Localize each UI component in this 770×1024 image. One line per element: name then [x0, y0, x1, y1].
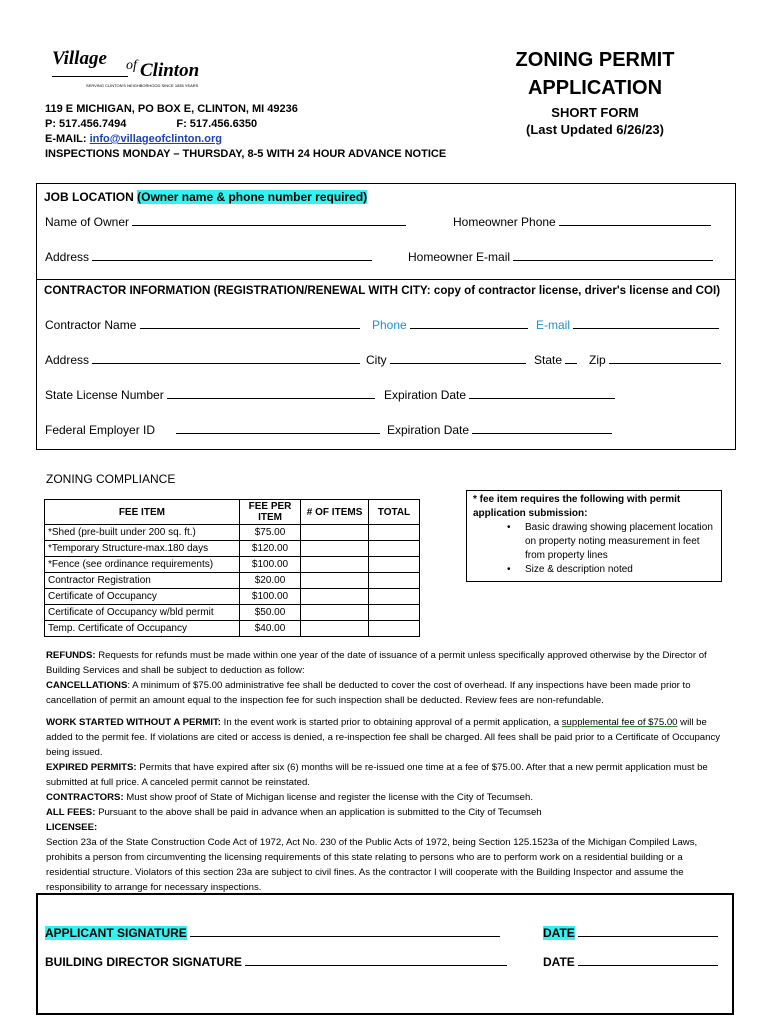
expired-permits-text: Permits that have expired after six (6) months will be re-issued one time at a fee of $75.00. After that a new permit application must be submitted at full price. A canceled permit cannot be reinstated. [46, 762, 708, 788]
fee-item-name: Temp. Certificate of Occupancy [45, 621, 240, 637]
applicant-signature-field[interactable] [45, 925, 500, 940]
applicant-signature-label: APPLICANT SIGNATURE [45, 926, 187, 940]
director-signature-field[interactable] [45, 954, 507, 969]
logo-word-village: Village [52, 48, 107, 69]
contractor-email-label: E-mail [536, 318, 571, 332]
expired-permits-label: EXPIRED PERMITS: [46, 762, 137, 773]
col-fee-item: FEE ITEM [45, 500, 240, 525]
note-title: * fee item requires the following with permit application submission: [473, 494, 681, 519]
contractor-email-input[interactable] [573, 317, 719, 329]
all-fees-label: ALL FEES: [46, 807, 96, 818]
refunds-paragraph [46, 648, 726, 708]
note-bullet-2: • Size & description noted [473, 563, 715, 577]
contractor-zip-input[interactable] [609, 352, 721, 364]
office-phone: P: 517.456.7494 [45, 118, 127, 130]
num-items-cell[interactable] [301, 589, 369, 605]
homeowner-email-label: Homeowner E-mail [408, 250, 511, 264]
license-expiration-input[interactable] [469, 387, 615, 399]
email-label: E-MAIL: [45, 133, 90, 145]
table-row [45, 573, 420, 589]
total-cell[interactable] [368, 573, 419, 589]
contractor-zip-label: Zip [589, 353, 606, 367]
federal-employer-id-input[interactable] [176, 422, 380, 434]
contractor-city-label: City [366, 353, 387, 367]
total-cell[interactable] [368, 541, 419, 557]
table-row [45, 525, 420, 541]
table-row [45, 557, 420, 573]
homeowner-phone-label: Homeowner Phone [453, 215, 556, 229]
fee-amount: $100.00 [239, 589, 300, 605]
contractor-zip-field[interactable] [589, 352, 721, 367]
federal-employer-id-field[interactable] [45, 422, 380, 437]
fee-item-name: Certificate of Occupancy [45, 589, 240, 605]
col-fee-per-item: FEE PER ITEM [239, 500, 300, 525]
fee-item-name: *Fence (see ordinance requirements) [45, 557, 240, 573]
form-title-line2: APPLICATION [527, 77, 663, 99]
legal-paragraphs [46, 715, 726, 895]
total-cell[interactable] [368, 557, 419, 573]
contractor-state-label: State [534, 353, 563, 367]
short-form-label: SHORT FORM [551, 105, 639, 120]
applicant-signature-input[interactable] [190, 925, 500, 937]
state-license-input[interactable] [167, 387, 375, 399]
office-email-link[interactable]: info@villageofclinton.org [89, 133, 222, 145]
director-date-field[interactable] [543, 954, 718, 969]
table-row [45, 541, 420, 557]
contractor-name-input[interactable] [140, 317, 360, 329]
table-row [45, 605, 420, 621]
director-signature-input[interactable] [245, 954, 507, 966]
num-items-cell[interactable] [301, 557, 369, 573]
num-items-cell[interactable] [301, 573, 369, 589]
fein-expiration-field[interactable] [387, 422, 612, 437]
fee-requirements-note [466, 490, 722, 582]
contractor-city-input[interactable] [390, 352, 526, 364]
fein-expiration-label: Expiration Date [387, 423, 470, 437]
col-total: TOTAL [368, 500, 419, 525]
fee-amount: $75.00 [239, 525, 300, 541]
contractor-phone-field[interactable] [372, 317, 528, 332]
note-bullet-text: Basic drawing showing placement location on property noting measurement in feet from property lines [525, 522, 713, 561]
total-cell[interactable] [368, 589, 419, 605]
fee-item-name: *Temporary Structure-max.180 days [45, 541, 240, 557]
contractor-address-label: Address [45, 353, 90, 367]
table-row [45, 621, 420, 637]
total-cell[interactable] [368, 621, 419, 637]
total-cell[interactable] [368, 525, 419, 541]
job-heading-text: JOB LOCATION [44, 190, 138, 204]
contractor-phone-label: Phone [372, 318, 407, 332]
contractor-state-input[interactable] [565, 352, 577, 364]
contractor-name-field[interactable] [45, 317, 360, 332]
contractor-phone-input[interactable] [410, 317, 528, 329]
fee-table [44, 499, 420, 637]
owner-name-field[interactable] [45, 214, 406, 229]
fee-item-name: Certificate of Occupancy w/bld permit [45, 605, 240, 621]
homeowner-email-input[interactable] [513, 249, 713, 261]
job-address-input[interactable] [92, 249, 372, 261]
work-started-text-a: In the event work is started prior to obtaining approval of a permit application, a [220, 717, 562, 728]
fee-amount: $100.00 [239, 557, 300, 573]
contractor-email-field[interactable] [536, 317, 719, 332]
table-row [45, 589, 420, 605]
office-address: 119 E MICHIGAN, PO BOX E, CLINTON, MI 49236 [45, 103, 298, 115]
applicant-date-label: DATE [543, 926, 575, 940]
contact-block [45, 102, 446, 162]
logo-tagline: SERVING CLINTON'S NEIGHBORHOOD SINCE 1835 YEARS [86, 83, 199, 88]
job-address-label: Address [45, 250, 90, 264]
director-signature-label: BUILDING DIRECTOR SIGNATURE [45, 955, 242, 969]
fee-item-name: Contractor Registration [45, 573, 240, 589]
contractors-label: CONTRACTORS: [46, 792, 124, 803]
village-logo [48, 48, 228, 98]
cancellations-text: : A minimum of $75.00 administrative fee shall be deducted to cover the cost of overhead. If any inspections have been made prior to cancellation of permit an amount equal to the inspection fee for such inspection shall be deducted. Review fees are non-refundable. [46, 680, 691, 706]
form-header [490, 46, 700, 138]
licensee-text: Section 23a of the State Construction Code Act of 1972, Act No. 230 of the Public Acts of 1972, being Section 125.1523a of the Michigan Compiled Laws, prohibits a person from circumventing the licensing requirements of this state relating to persons who are to perform work on a residential building or a residential structure. Violators of this section 23a are subject to civil fines. As the contractor I will cooperate with the Building Inspector and assume the responsibility to arrange for necessary inspections. [46, 837, 698, 893]
num-items-cell[interactable] [301, 621, 369, 637]
section-divider [36, 279, 736, 280]
license-expiration-label: Expiration Date [384, 388, 467, 402]
owner-name-label: Name of Owner [45, 215, 130, 229]
federal-employer-id-label: Federal Employer ID [45, 423, 156, 437]
inspection-hours: INSPECTIONS MONDAY – THURSDAY, 8-5 WITH 24 HOUR ADVANCE NOTICE [45, 148, 447, 160]
contractor-heading: CONTRACTOR INFORMATION (REGISTRATION/RENEWAL WITH CITY: copy of contractor license, driver's license and COI) [44, 284, 721, 297]
logo-rule [52, 76, 128, 77]
contractor-address-field[interactable] [45, 352, 360, 367]
form-title-line1: ZONING PERMIT [515, 49, 675, 71]
supplemental-fee-text: supplemental fee of $75.00 [561, 717, 678, 728]
homeowner-phone-field[interactable] [453, 214, 711, 229]
job-heading-note: (Owner name & phone number required) [137, 190, 368, 204]
logo-word-of: of [126, 58, 137, 73]
director-date-label: DATE [543, 955, 575, 969]
total-cell[interactable] [368, 605, 419, 621]
num-items-cell[interactable] [301, 525, 369, 541]
last-updated: (Last Updated 6/26/23) [526, 122, 664, 137]
fee-item-name: *Shed (pre-built under 200 sq. ft.) [45, 525, 240, 541]
fee-amount: $50.00 [239, 605, 300, 621]
fein-expiration-input[interactable] [472, 422, 612, 434]
state-license-label: State License Number [45, 388, 164, 402]
refunds-label: REFUNDS: [46, 650, 96, 661]
fee-amount: $20.00 [239, 573, 300, 589]
contractor-address-input[interactable] [92, 352, 360, 364]
homeowner-email-field[interactable] [408, 249, 713, 264]
num-items-cell[interactable] [301, 605, 369, 621]
fee-amount: $120.00 [239, 541, 300, 557]
state-license-field[interactable] [45, 387, 375, 402]
owner-name-input[interactable] [132, 214, 406, 226]
job-address-field[interactable] [45, 249, 372, 264]
fee-table-header [45, 500, 420, 525]
refunds-text: Requests for refunds must be made within one year of the date of issuance of a permit unless specifically approved otherwise by the Director of Building Services and shall be subject to deduction as follow: [46, 650, 707, 676]
col-num-items: # OF ITEMS [301, 500, 369, 525]
licensee-label: LICENSEE: [46, 822, 98, 833]
fee-amount: $40.00 [239, 621, 300, 637]
all-fees-text: Pursuant to the above shall be paid in advance when an application is submitted to the City of Tecumseh [95, 807, 542, 818]
note-bullet-1: • Basic drawing showing placement location on property noting measurement in feet from property lines [473, 521, 715, 563]
contractor-name-label: Contractor Name [45, 318, 137, 332]
homeowner-phone-input[interactable] [559, 214, 711, 226]
license-expiration-field[interactable] [384, 387, 615, 402]
num-items-cell[interactable] [301, 541, 369, 557]
contractor-state-field[interactable] [534, 352, 577, 367]
applicant-date-field[interactable] [543, 925, 718, 940]
work-started-label: WORK STARTED WITHOUT A PERMIT: [46, 717, 221, 728]
director-date-input[interactable] [578, 954, 718, 966]
zoning-compliance-heading: ZONING COMPLIANCE [46, 472, 176, 486]
office-fax: F: 517.456.6350 [176, 118, 258, 130]
logo-word-clinton: Clinton [140, 60, 200, 81]
cancellations-label: CANCELLATIONS [46, 680, 128, 691]
contractors-text: Must show proof of State of Michigan license and register the license with the City of Tecumseh. [123, 792, 533, 803]
contractor-city-field[interactable] [366, 352, 526, 367]
job-location-heading [44, 190, 367, 204]
work-started-text-b: will be added to the permit fee. If violations are cited or access is denied, a re-inspection fee shall be charged. All fees shall be paid prior to a Certificate of Occupancy being issued. [46, 717, 721, 758]
note-bullet-text: Size & description noted [525, 564, 633, 575]
applicant-date-input[interactable] [578, 925, 718, 937]
